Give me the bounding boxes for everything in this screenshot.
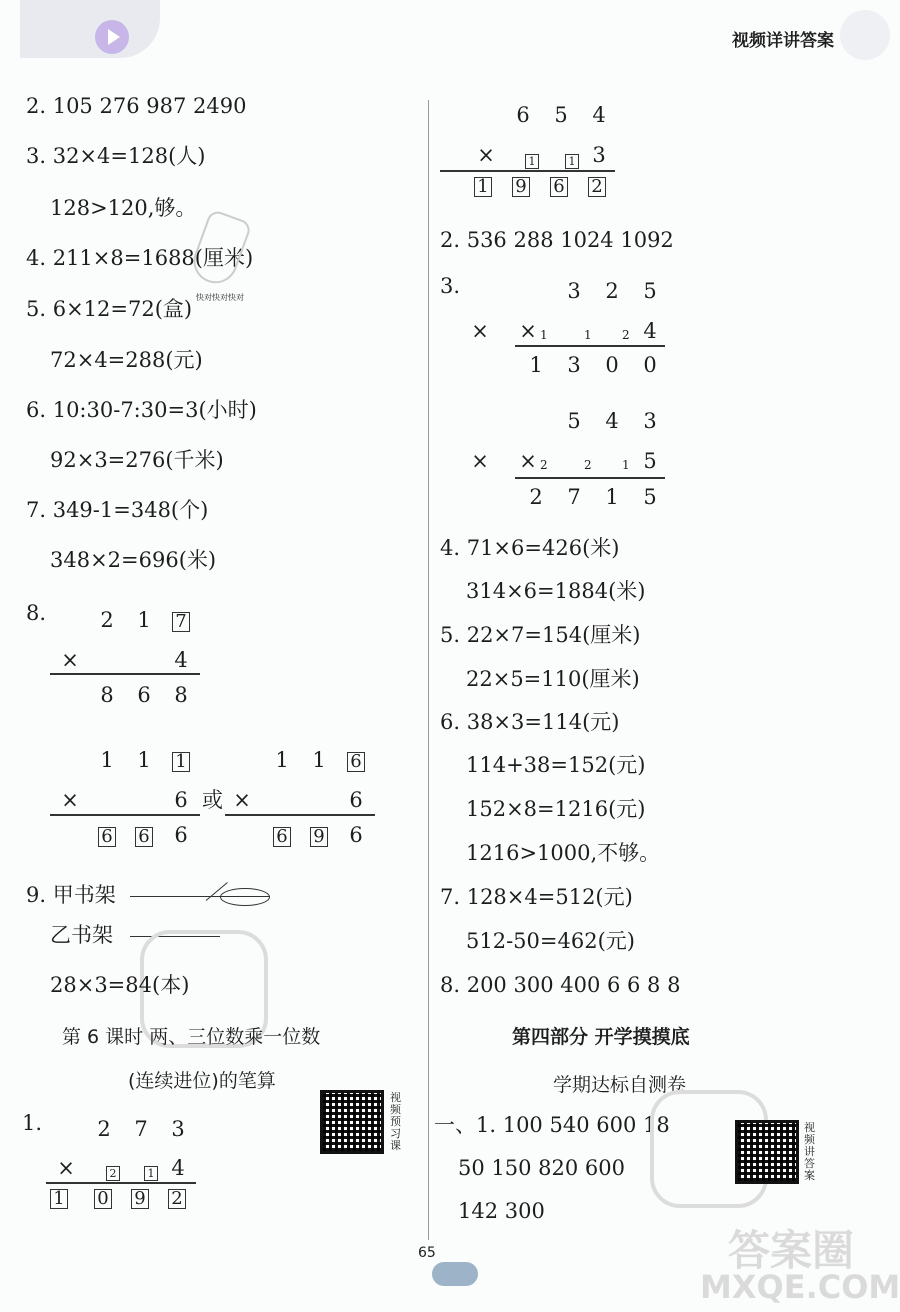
lesson-subtitle: (连续进位)的笔算 bbox=[128, 1070, 276, 1092]
left-q7-line2: 348×2=696(米) bbox=[50, 548, 217, 572]
qr-preview-label: 视频预习课 bbox=[390, 1091, 401, 1152]
column-divider bbox=[428, 100, 429, 1240]
header-title: 视频详讲答案 bbox=[732, 31, 834, 51]
lesson-title: 第 6 课时 两、三位数乘一位数 bbox=[62, 1026, 321, 1048]
left-q9-eq: 28×3=84(本) bbox=[50, 973, 190, 997]
or-text: 或 bbox=[202, 788, 223, 812]
part-title: 第四部分 开学摸摸底 bbox=[512, 1026, 690, 1048]
right-q4-line2: 314×6=1884(米) bbox=[466, 579, 646, 603]
left-q6-line2: 92×3=276(千米) bbox=[50, 448, 224, 472]
test-q1-line3: 142 300 bbox=[458, 1199, 545, 1223]
left-q3-line1: 3. 32×4=128(人) bbox=[26, 144, 206, 168]
test-q1-line1: 一、1. 100 540 600 18 bbox=[434, 1113, 670, 1137]
watermark-site: MXQE.COM bbox=[700, 1268, 900, 1306]
watermark-text: 答案圈 bbox=[728, 1226, 855, 1275]
left-lesson-q1-label: 1. bbox=[22, 1111, 43, 1135]
left-q8-label: 8. bbox=[26, 601, 47, 625]
left-q9-line2: 乙书架 bbox=[50, 923, 113, 947]
qr-code-preview[interactable] bbox=[320, 1090, 384, 1154]
header-decoration bbox=[840, 10, 890, 60]
right-q7-line1: 7. 128×4=512(元) bbox=[440, 885, 633, 909]
right-q6-line4: 1216>1000,不够。 bbox=[466, 841, 661, 865]
right-q5-line1: 5. 22×7=154(厘米) bbox=[440, 623, 641, 647]
right-q4-line1: 4. 71×6=426(米) bbox=[440, 536, 620, 560]
left-q2: 2. 105 276 987 2490 bbox=[26, 94, 247, 118]
left-q5-line2: 72×4=288(元) bbox=[50, 348, 203, 372]
right-q3-label: 3. bbox=[440, 274, 461, 298]
right-q7-line2: 512-50=462(元) bbox=[466, 929, 635, 953]
test-q1-line2: 50 150 820 600 bbox=[458, 1156, 625, 1180]
carrot-icon bbox=[187, 209, 252, 290]
left-q9-line1: 9. 甲书架 bbox=[26, 883, 116, 907]
left-q4: 4. 211×8=1688(厘米) bbox=[26, 246, 254, 270]
header-banner bbox=[20, 0, 160, 58]
left-q3-line2: 128>120,够。 bbox=[50, 196, 197, 220]
qr-answers-label: 视频讲答案 bbox=[804, 1121, 815, 1182]
right-q5-line2: 22×5=110(厘米) bbox=[466, 667, 640, 691]
right-q6-line2: 114+38=152(元) bbox=[466, 753, 646, 777]
stamp-small-text: 快对快对快对 bbox=[196, 293, 244, 302]
test-title: 学期达标自测卷 bbox=[553, 1074, 687, 1096]
qr-code-answers[interactable] bbox=[735, 1120, 799, 1184]
play-triangle-icon bbox=[108, 29, 120, 45]
left-q5-line1: 5. 6×12=72(盒) bbox=[26, 297, 193, 321]
right-q2: 2. 536 288 1024 1092 bbox=[440, 228, 674, 252]
right-q8: 8. 200 300 400 6 6 8 8 bbox=[440, 973, 681, 997]
left-q6-line1: 6. 10:30-7:30=3(小时) bbox=[26, 398, 257, 422]
submarine-icon bbox=[432, 1262, 478, 1286]
page-number: 65 bbox=[418, 1245, 436, 1261]
bookshelf-a-oval bbox=[220, 888, 270, 906]
right-q6-line3: 152×8=1216(元) bbox=[466, 797, 646, 821]
left-q7-line1: 7. 349-1=348(个) bbox=[26, 498, 209, 522]
right-q6-line1: 6. 38×3=114(元) bbox=[440, 710, 620, 734]
